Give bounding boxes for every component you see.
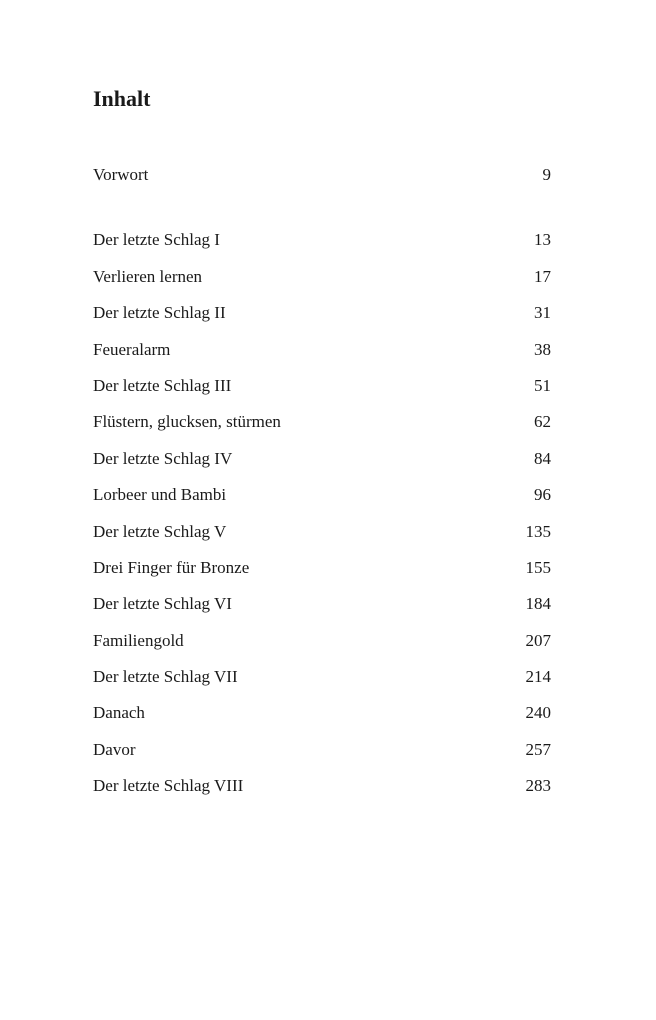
toc-entry-page: 257: [525, 739, 551, 759]
toc-entry: [93, 162, 551, 198]
toc-entry-page: 214: [525, 667, 551, 687]
toc-entry-page: 283: [525, 776, 551, 796]
toc-entry: [93, 519, 551, 555]
toc-entry-title: Verlieren lernen: [93, 266, 203, 286]
toc-entry-title: Der letzte Schlag III: [93, 375, 232, 395]
toc-entry: [93, 591, 551, 627]
toc-entry-title: Feueralarm: [93, 339, 171, 359]
toc-entry-page: 51: [534, 375, 551, 395]
toc-entry-title: Familiengold: [93, 630, 184, 650]
toc-entry-title: Der letzte Schlag I: [93, 230, 220, 250]
toc-entry-page: 13: [534, 230, 551, 250]
toc-entry-page: 84: [534, 448, 551, 468]
toc-entry-page: 62: [534, 412, 551, 432]
toc-entry: [93, 700, 551, 736]
page-title: Inhalt: [93, 86, 151, 111]
toc-entry: [93, 409, 551, 445]
toc-entry-title: Der letzte Schlag IV: [93, 448, 233, 468]
toc-entry-title: Drei Finger für Bronze: [93, 557, 250, 577]
toc-entry: [93, 337, 551, 373]
toc-entry-title: Der letzte Schlag VIII: [93, 776, 244, 796]
toc-entry-title: Lorbeer und Bambi: [93, 485, 227, 505]
toc-entry: [93, 773, 551, 809]
toc-entry-page: 184: [525, 594, 551, 614]
toc-entry-page: 207: [525, 630, 551, 650]
toc-entry-title: Flüstern, glucksen, stürmen: [93, 412, 281, 432]
toc-entry-page: 17: [534, 266, 551, 286]
toc-entry-page: 31: [534, 303, 551, 323]
toc-entry: [93, 555, 551, 591]
toc-entry-title: Der letzte Schlag V: [93, 521, 227, 541]
toc-entry: [93, 264, 551, 300]
toc-entry: [93, 227, 551, 263]
toc-entry-title: Vorwort: [93, 165, 149, 184]
toc-entry: [93, 373, 551, 409]
table-of-contents: [93, 162, 551, 810]
toc-entry-title: Danach: [93, 703, 145, 723]
toc-entry: [93, 628, 551, 664]
toc-entry-page: 38: [534, 339, 551, 359]
toc-entry-page: 135: [525, 521, 551, 541]
toc-entry-page: 240: [525, 703, 551, 723]
toc-entry-title: Der letzte Schlag VII: [93, 667, 238, 687]
toc-entry-page: 155: [525, 557, 551, 577]
toc-entry-page: 96: [534, 485, 551, 505]
toc-entry-title: Davor: [93, 739, 136, 759]
toc-entry: [93, 300, 551, 336]
toc-entry: [93, 482, 551, 518]
toc-entry: [93, 446, 551, 482]
toc-entry-page: 9: [542, 165, 551, 184]
toc-entry-title: Der letzte Schlag VI: [93, 594, 232, 614]
toc-entry-title: Der letzte Schlag II: [93, 303, 226, 323]
toc-entry: [93, 737, 551, 773]
toc-entry: [93, 664, 551, 700]
